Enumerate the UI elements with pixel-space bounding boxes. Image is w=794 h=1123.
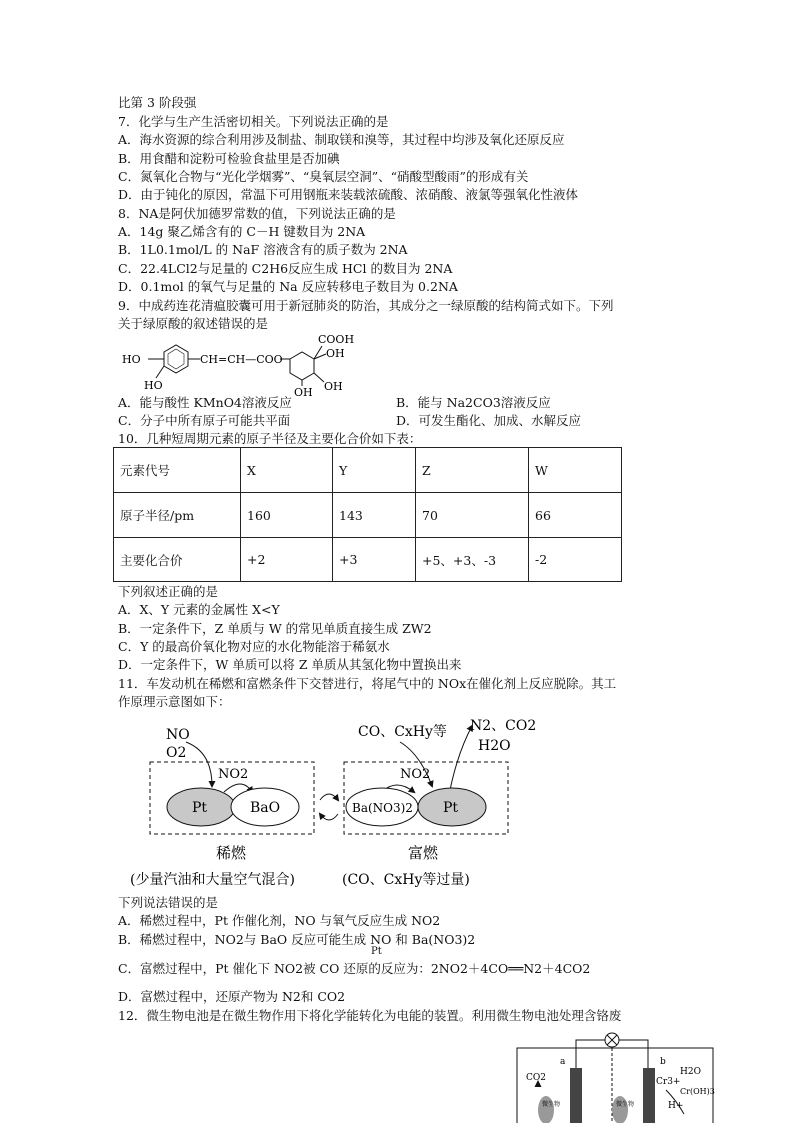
- table-cell: +2: [241, 538, 333, 582]
- question-9-option-b: B．能与 Na2CO3溶液反应: [396, 395, 551, 410]
- question-10-option-c: C．Y 的最高价氧化物对应的水化物能溶于稀氨水: [118, 639, 390, 654]
- ho-label-2: HO: [144, 379, 163, 392]
- element-table: [113, 447, 622, 582]
- question-9-stem-cont: 关于绿原酸的叙述错误的是: [118, 316, 269, 331]
- products-label-2: H2O: [478, 738, 511, 754]
- table-cell: Y: [333, 448, 416, 493]
- question-9-stem: 9．中成药连花清瘟胶囊可用于新冠肺炎的防治，其成分之一绿原酸的结构简式如下。下列: [118, 298, 614, 313]
- question-11-option-b: B．稀燃过程中，NO2与 BaO 反应可能生成 NO 和 Ba(NO3)2: [118, 932, 476, 947]
- table-cell: 143: [333, 493, 416, 538]
- table-cell: 元素代号: [114, 448, 241, 493]
- question-8-option-a: A．14g 聚乙烯含有的 C－H 键数目为 2NA: [118, 224, 366, 239]
- products-label-1: N2、CO2: [470, 718, 537, 734]
- question-11-option-d: D．富燃过程中，还原产物为 N2和 CO2: [118, 989, 346, 1004]
- question-8-option-c: C．22.4LCl2与足量的 C2H6反应生成 HCl 的数目为 2NA: [118, 261, 453, 276]
- electrode-b-label: b: [660, 1057, 666, 1067]
- electrode-a-label: a: [560, 1057, 566, 1067]
- rich-label: 富燃: [408, 844, 439, 862]
- catalyst-pt-label: Pt: [371, 946, 382, 957]
- no2-label-left: NO2: [218, 767, 249, 782]
- cr3-label: Cr3+: [656, 1077, 681, 1087]
- question-10-option-d: D．一定条件下，W 单质可以将 Z 单质从其氢化物中置换出来: [118, 657, 462, 672]
- microbe-label-right: 微生物: [616, 1101, 635, 1108]
- no2-label-right: NO2: [400, 767, 431, 782]
- h2o-label: H2O: [680, 1067, 701, 1077]
- question-7-option-a: A．海水资源的综合利用涉及制盐、制取镁和溴等，其过程中均涉及氧化还原反应: [118, 132, 565, 147]
- nox-removal-diagram: [120, 712, 550, 892]
- question-9-option-d: D．可发生酯化、加成、水解反应: [396, 413, 582, 428]
- rich-description: (CO、CxHy等过量): [342, 872, 470, 888]
- lean-label: 稀燃: [216, 844, 247, 862]
- ho-label-1: HO: [122, 353, 141, 366]
- lean-description: (少量汽油和大量空气混合): [130, 872, 295, 888]
- question-9-option-c: C．分子中所有原子可能共平面: [118, 413, 291, 428]
- question-7-option-d: D．由于钝化的原因，常温下可用钢瓶来装载浓硫酸、浓硝酸、液氯等强氧化性液体: [118, 187, 579, 202]
- question-8-option-d: D．0.1mol 的氧气与足量的 Na 反应转移电子数目为 0.2NA: [118, 279, 458, 294]
- pt-label-left: Pt: [192, 800, 208, 816]
- pt-label-right: Pt: [443, 800, 459, 816]
- table-cell: +5、+3、-3: [416, 538, 529, 582]
- question-10-option-a: A．X、Y 元素的金属性 X<Y: [118, 602, 280, 617]
- question-11-prompt: 下列说法错误的是: [118, 895, 219, 910]
- table-cell: 160: [241, 493, 333, 538]
- table-row: [114, 493, 622, 538]
- question-10-prompt: 下列叙述正确的是: [118, 584, 219, 599]
- question-10-option-b: B．一定条件下，Z 单质与 W 的常见单质直接生成 ZW2: [118, 621, 432, 636]
- table-cell: -2: [529, 538, 622, 582]
- table-cell: +3: [333, 538, 416, 582]
- table-row: [114, 448, 622, 493]
- text-line: 比第 3 阶段强: [118, 95, 197, 110]
- table-cell: W: [529, 448, 622, 493]
- table-row: [114, 538, 622, 582]
- question-7-option-c: C．氮氧化合物与“光化学烟雾”、“臭氧层空洞”、“硝酸型酸雨”的形成有关: [118, 169, 529, 184]
- question-10-stem: 10．几种短周期元素的原子半径及主要化合价如下表：: [118, 431, 422, 446]
- question-11-stem: 11．车发动机在稀燃和富燃条件下交替进行，将尾气中的 NOx在催化剂上反应脱除。其工: [118, 676, 617, 691]
- question-8-stem: 8．NA是阿伏加德罗常数的值，下列说法正确的是: [118, 206, 396, 221]
- oh-label-2: OH: [294, 386, 313, 396]
- oh-label-3: OH: [324, 380, 343, 393]
- question-11-stem-cont: 作原理示意图如下：: [118, 694, 231, 709]
- question-8-option-b: B．1L0.1mol/L 的 NaF 溶液含有的质子数为 2NA: [118, 242, 408, 257]
- microbial-cell-diagram: [516, 1030, 716, 1123]
- question-11-option-a: A．稀燃过程中，Pt 作催化剂，NO 与氧气反应生成 NO2: [118, 913, 441, 928]
- question-7-stem: 7．化学与生产生活密切相关。下列说法正确的是: [118, 114, 389, 129]
- microbe-label-left: 微生物: [542, 1101, 561, 1108]
- question-7-option-b: B．用食醋和淀粉可检验食盐里是否加碘: [118, 151, 340, 166]
- o2-label: O2: [166, 745, 187, 761]
- no-label: NO: [166, 727, 190, 743]
- table-cell: X: [241, 448, 333, 493]
- table-cell: 主要化合价: [114, 538, 241, 582]
- table-cell: Z: [416, 448, 529, 493]
- table-cell: 70: [416, 493, 529, 538]
- question-9-option-a: A．能与酸性 KMnO4溶液反应: [118, 395, 292, 410]
- table-cell: 原子半径/pm: [114, 493, 241, 538]
- ba-no3-label: Ba(NO3)2: [352, 801, 413, 815]
- h-plus-label: H+: [668, 1101, 684, 1111]
- question-12-stem: 12．微生物电池是在微生物作用下将化学能转化为电能的装置。利用微生物电池处理含铬废: [118, 1008, 622, 1023]
- question-11-option-c: C．富燃过程中，Pt 催化下 NO2被 CO 还原的反应为：2NO2＋4CO══N2＋4CO2: [118, 961, 591, 976]
- chain-label: CH=CH—COO: [200, 353, 283, 366]
- reactants-label-right: CO、CxHy等: [358, 724, 447, 740]
- cooh-label: COOH: [318, 333, 355, 346]
- chlorogenic-acid-structure: [118, 332, 368, 396]
- bao-label: BaO: [250, 800, 281, 816]
- croh3-label: Cr(OH)3: [680, 1087, 715, 1096]
- co2-label: CO2: [526, 1073, 546, 1083]
- table-cell: 66: [529, 493, 622, 538]
- oh-label-1: OH: [326, 347, 345, 360]
